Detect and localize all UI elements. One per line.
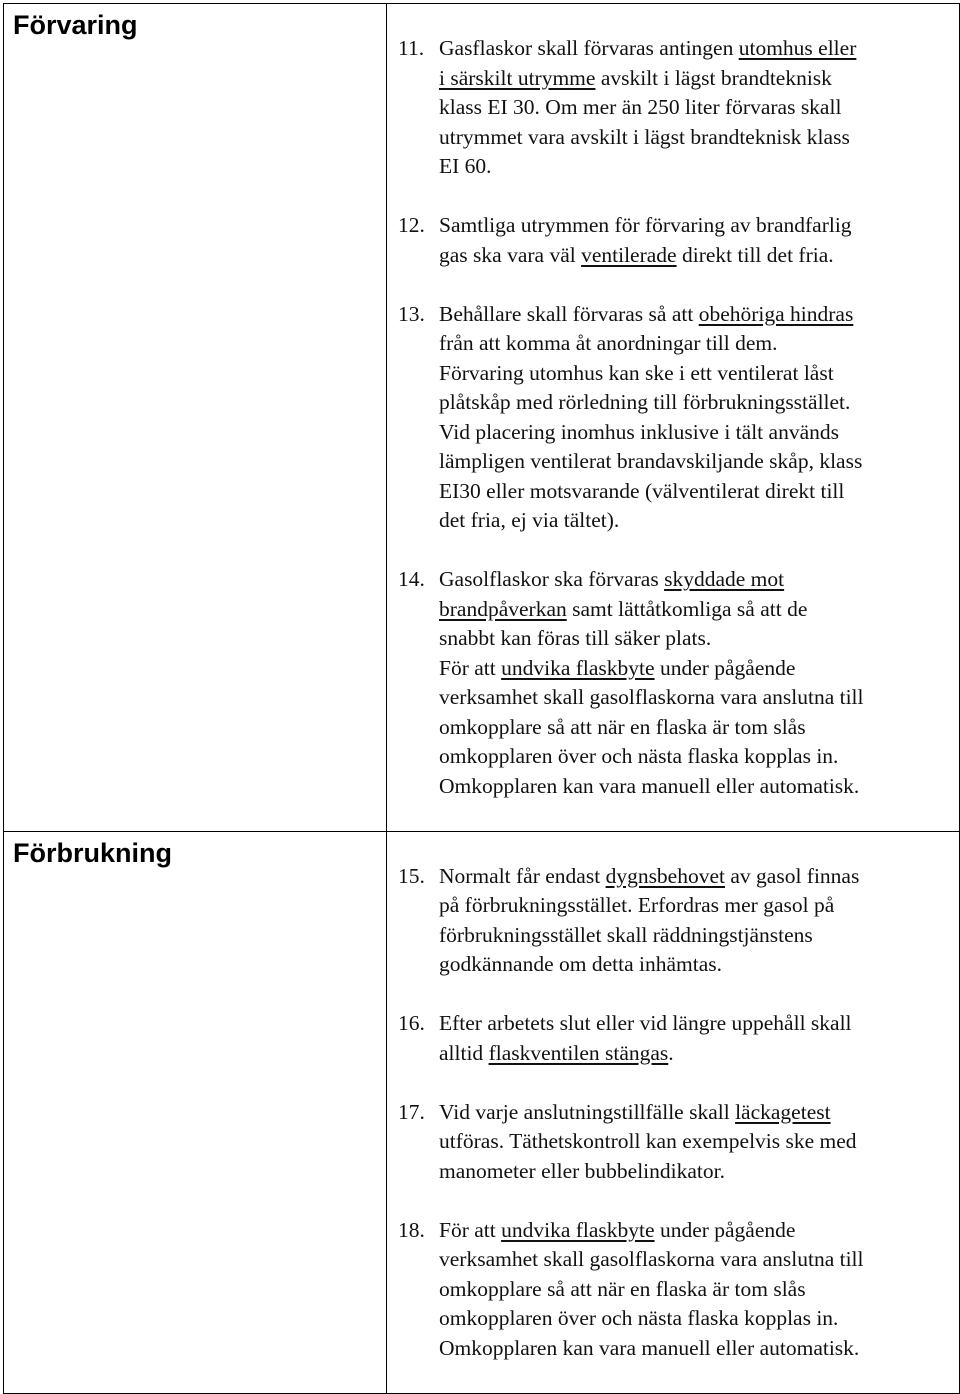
item-text <box>439 862 945 980</box>
section-title: Förvaring <box>13 10 138 40</box>
text-line: EI 60. <box>439 154 492 178</box>
text-line: För att undvika flaskbyte under pågående <box>439 1217 796 1242</box>
text-line: gas ska vara väl ventilerade direkt till det fria. <box>439 242 834 267</box>
text-line: utrymmet vara avskilt i lägst brandteknisk klass <box>439 124 850 149</box>
text-line: Gasflaskor skall förvaras antingen utomhus eller <box>439 36 857 60</box>
list-item <box>398 34 945 182</box>
underlined-emphasis: flaskventilen stängas <box>488 1040 669 1065</box>
item-text <box>439 1098 945 1187</box>
text-line: Förvaring utomhus kan ske i ett ventilerat låst <box>439 360 834 385</box>
text-line: Efter arbetets slut eller vid längre uppehåll skall <box>439 1011 852 1035</box>
text-line: För att undvika flaskbyte under pågående <box>439 655 796 680</box>
text-line: förbrukningsstället skall räddningstjänstens <box>439 922 813 947</box>
text-line: det fria, ej via tältet). <box>439 508 620 532</box>
item-number: 16. <box>398 1011 425 1035</box>
text-line: utföras. Täthetskontroll kan exempelvis ske med <box>439 1129 857 1153</box>
underlined-emphasis: undvika flaskbyte <box>501 655 655 680</box>
section-label-cell <box>4 831 387 1393</box>
text-line: alltid flaskventilen stängas. <box>439 1040 674 1065</box>
item-text <box>439 300 945 536</box>
text-line: på förbrukningsstället. Erfordras mer gasol på <box>439 893 835 917</box>
list-item <box>398 211 945 270</box>
item-number: 17. <box>398 1099 425 1124</box>
text-line: Normalt får endast dygnsbehovet av gasol finnas <box>439 863 860 888</box>
underlined-emphasis: ventilerade <box>581 242 677 267</box>
document-table <box>3 3 960 1394</box>
text-line: från att komma åt anordningar till dem. <box>439 331 778 355</box>
list-item <box>398 1009 945 1068</box>
section-row-forvaring <box>4 4 960 832</box>
text-line: godkännande om detta inhämtas. <box>439 952 723 976</box>
section-row-forbrukning <box>4 831 960 1393</box>
section-content-cell <box>387 831 960 1393</box>
item-text <box>439 565 945 801</box>
list-item <box>398 1098 945 1187</box>
text-line: manometer eller bubbelindikator. <box>439 1158 725 1183</box>
list-item <box>398 565 945 801</box>
text-line: Vid varje anslutningstillfälle skall läckagetest <box>439 1099 831 1124</box>
item-text <box>439 34 945 182</box>
item-text <box>439 1009 945 1068</box>
list-item <box>398 300 945 536</box>
item-number: 15. <box>398 863 425 888</box>
item-number: 12. <box>398 213 425 237</box>
text-line: plåtskåp med rörledning till förbrukningsstället. <box>439 390 851 414</box>
item-list <box>387 832 959 1364</box>
item-number: 11. <box>398 36 425 60</box>
text-line: omkopplare så att när en flaska är tom slås <box>439 1276 806 1301</box>
item-text <box>439 1216 945 1364</box>
list-item <box>398 1216 945 1364</box>
underlined-emphasis: läckagetest <box>735 1099 831 1124</box>
text-line: Omkopplaren kan vara manuell eller automatisk. <box>439 773 860 798</box>
item-text <box>439 211 945 270</box>
list-item <box>398 862 945 980</box>
text-line: snabbt kan föras till säker plats. <box>439 626 712 650</box>
text-line: verksamhet skall gasolflaskorna vara anslutna till <box>439 1247 864 1271</box>
text-line: EI30 eller motsvarande (välventilerat direkt till <box>439 478 845 503</box>
text-line: lämpligen ventilerat brandavskiljande skåp, klass <box>439 449 863 473</box>
text-line: brandpåverkan samt lättåtkomliga så att de <box>439 596 808 621</box>
section-title: Förbrukning <box>13 837 172 868</box>
text-line: i särskilt utrymme avskilt i lägst brandteknisk <box>439 65 832 90</box>
item-number: 14. <box>398 567 425 591</box>
text-line: verksamhet skall gasolflaskorna vara anslutna till <box>439 685 864 709</box>
underlined-emphasis: skyddade mot <box>664 567 785 591</box>
text-line: Samtliga utrymmen för förvaring av brandfarlig <box>439 213 852 237</box>
text-line: omkopplare så att när en flaska är tom slås <box>439 714 806 739</box>
section-content-cell <box>387 4 960 832</box>
underlined-emphasis: dygnsbehovet <box>605 863 725 888</box>
underlined-emphasis: i särskilt utrymme <box>439 65 596 90</box>
underlined-emphasis: obehöriga hindras <box>698 301 854 326</box>
text-line: klass EI 30. Om mer än 250 liter förvaras skall <box>439 95 842 119</box>
item-list <box>387 4 959 801</box>
text-line: Omkopplaren kan vara manuell eller automatisk. <box>439 1335 860 1360</box>
item-number: 18. <box>398 1217 425 1242</box>
text-line: Vid placering inomhus inklusive i tält används <box>439 419 839 444</box>
section-label-cell <box>4 4 387 832</box>
text-line: Behållare skall förvaras så att obehöriga hindras <box>439 301 854 326</box>
underlined-emphasis: utomhus eller <box>738 36 857 60</box>
underlined-emphasis: brandpåverkan <box>439 596 567 621</box>
item-number: 13. <box>398 301 425 326</box>
text-line: omkopplaren över och nästa flaska kopplas in. <box>439 1306 839 1330</box>
text-line: Gasolflaskor ska förvaras skyddade mot <box>439 567 785 591</box>
underlined-emphasis: undvika flaskbyte <box>501 1217 655 1242</box>
text-line: omkopplaren över och nästa flaska kopplas in. <box>439 744 839 768</box>
